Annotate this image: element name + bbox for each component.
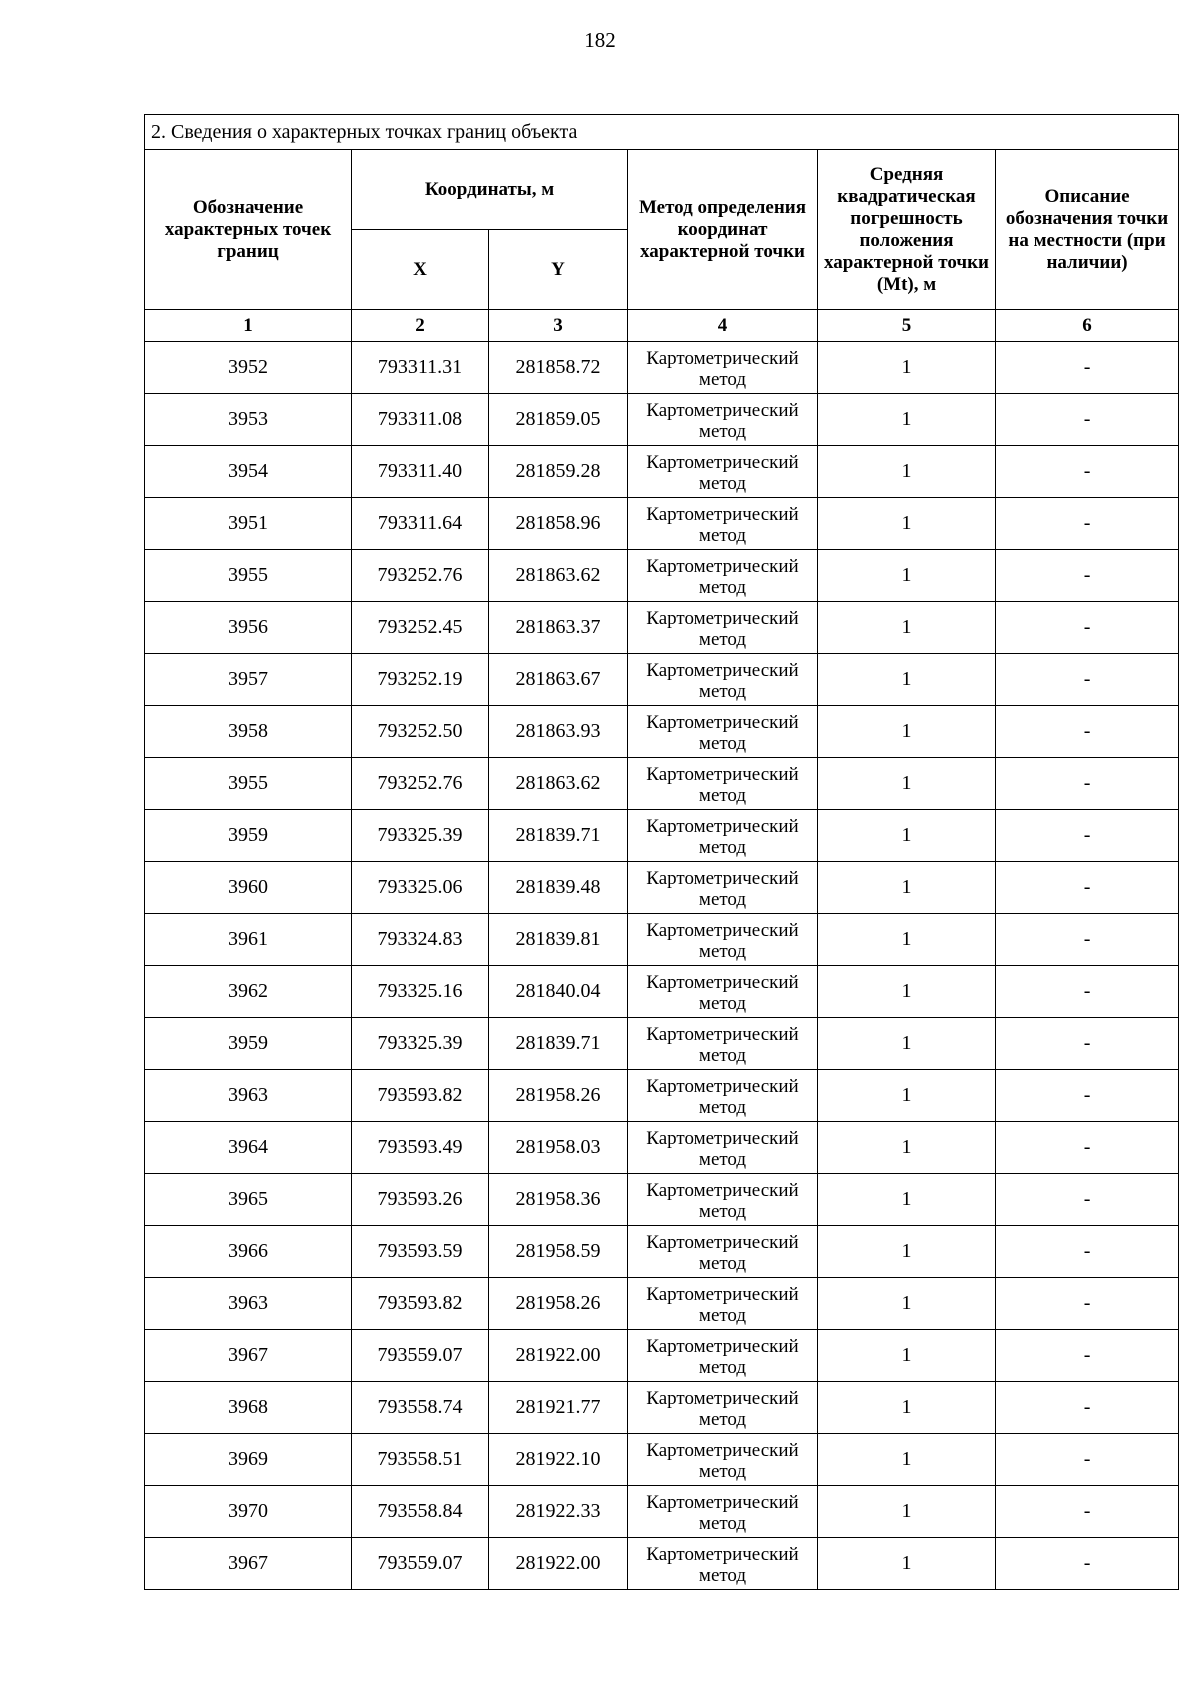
point-cell: 3959: [145, 810, 352, 862]
y-coordinate-cell: 281958.59: [489, 1226, 628, 1278]
table-row: [145, 446, 1179, 498]
header-y: Y: [489, 230, 628, 310]
description-cell: -: [996, 498, 1179, 550]
description-cell: -: [996, 602, 1179, 654]
error-cell: 1: [818, 706, 996, 758]
description-cell: -: [996, 1382, 1179, 1434]
y-coordinate-cell: 281958.26: [489, 1278, 628, 1330]
point-cell: 3967: [145, 1330, 352, 1382]
point-cell: 3969: [145, 1434, 352, 1486]
description-cell: -: [996, 1434, 1179, 1486]
x-coordinate-cell: 793593.82: [352, 1070, 489, 1122]
table-body: [145, 342, 1179, 1590]
header-point-designation: Обозначение характерных точек границ: [145, 150, 352, 310]
point-cell: 3963: [145, 1070, 352, 1122]
description-cell: -: [996, 1226, 1179, 1278]
x-coordinate-cell: 793252.45: [352, 602, 489, 654]
point-cell: 3961: [145, 914, 352, 966]
description-cell: -: [996, 1018, 1179, 1070]
x-coordinate-cell: 793325.39: [352, 1018, 489, 1070]
point-cell: 3952: [145, 342, 352, 394]
table-row: [145, 810, 1179, 862]
point-cell: 3956: [145, 602, 352, 654]
table-row: [145, 1382, 1179, 1434]
y-coordinate-cell: 281863.62: [489, 758, 628, 810]
point-cell: 3967: [145, 1538, 352, 1590]
point-cell: 3957: [145, 654, 352, 706]
method-cell: Картометрический метод: [628, 1174, 818, 1226]
y-coordinate-cell: 281958.26: [489, 1070, 628, 1122]
x-coordinate-cell: 793311.64: [352, 498, 489, 550]
table-row: [145, 1278, 1179, 1330]
table-row: [145, 1538, 1179, 1590]
method-cell: Картометрический метод: [628, 654, 818, 706]
x-coordinate-cell: 793558.74: [352, 1382, 489, 1434]
y-coordinate-cell: 281922.00: [489, 1330, 628, 1382]
error-cell: 1: [818, 550, 996, 602]
description-cell: -: [996, 654, 1179, 706]
description-cell: -: [996, 862, 1179, 914]
method-cell: Картометрический метод: [628, 602, 818, 654]
point-cell: 3966: [145, 1226, 352, 1278]
point-cell: 3963: [145, 1278, 352, 1330]
method-cell: Картометрический метод: [628, 1122, 818, 1174]
y-coordinate-cell: 281958.03: [489, 1122, 628, 1174]
table-row: [145, 654, 1179, 706]
method-cell: Картометрический метод: [628, 1434, 818, 1486]
column-number: 6: [996, 310, 1179, 342]
error-cell: 1: [818, 1486, 996, 1538]
table-row: [145, 498, 1179, 550]
method-cell: Картометрический метод: [628, 1538, 818, 1590]
method-cell: Картометрический метод: [628, 810, 818, 862]
error-cell: 1: [818, 1070, 996, 1122]
y-coordinate-cell: 281863.67: [489, 654, 628, 706]
error-cell: 1: [818, 810, 996, 862]
table-row: [145, 966, 1179, 1018]
column-number: 5: [818, 310, 996, 342]
point-cell: 3954: [145, 446, 352, 498]
description-cell: -: [996, 446, 1179, 498]
table-row: [145, 1486, 1179, 1538]
table-row: [145, 758, 1179, 810]
description-cell: -: [996, 1174, 1179, 1226]
table-row: [145, 1018, 1179, 1070]
x-coordinate-cell: 793311.08: [352, 394, 489, 446]
x-coordinate-cell: 793311.31: [352, 342, 489, 394]
column-number: 1: [145, 310, 352, 342]
y-coordinate-cell: 281839.81: [489, 914, 628, 966]
description-cell: -: [996, 1486, 1179, 1538]
error-cell: 1: [818, 1174, 996, 1226]
y-coordinate-cell: 281863.37: [489, 602, 628, 654]
header-error: Средняя квадратическая погрешность положения характерной точки (Mt), м: [818, 150, 996, 310]
y-coordinate-cell: 281922.00: [489, 1538, 628, 1590]
x-coordinate-cell: 793593.59: [352, 1226, 489, 1278]
method-cell: Картометрический метод: [628, 1018, 818, 1070]
method-cell: Картометрический метод: [628, 1486, 818, 1538]
x-coordinate-cell: 793325.39: [352, 810, 489, 862]
method-cell: Картометрический метод: [628, 446, 818, 498]
section-title: 2. Сведения о характерных точках границ объекта: [145, 115, 1179, 150]
x-coordinate-cell: 793325.16: [352, 966, 489, 1018]
error-cell: 1: [818, 1278, 996, 1330]
y-coordinate-cell: 281839.48: [489, 862, 628, 914]
column-number: 3: [489, 310, 628, 342]
table-row: [145, 1434, 1179, 1486]
point-cell: 3959: [145, 1018, 352, 1070]
method-cell: Картометрический метод: [628, 1070, 818, 1122]
point-cell: 3955: [145, 550, 352, 602]
description-cell: -: [996, 966, 1179, 1018]
description-cell: -: [996, 1330, 1179, 1382]
table-row: [145, 1122, 1179, 1174]
method-cell: Картометрический метод: [628, 1278, 818, 1330]
point-cell: 3958: [145, 706, 352, 758]
table-row: [145, 706, 1179, 758]
method-cell: Картометрический метод: [628, 550, 818, 602]
error-cell: 1: [818, 1018, 996, 1070]
x-coordinate-cell: 793559.07: [352, 1330, 489, 1382]
point-cell: 3962: [145, 966, 352, 1018]
table-row: [145, 1330, 1179, 1382]
method-cell: Картометрический метод: [628, 758, 818, 810]
header-method: Метод определения координат характерной точки: [628, 150, 818, 310]
table-row: [145, 342, 1179, 394]
y-coordinate-cell: 281921.77: [489, 1382, 628, 1434]
x-coordinate-cell: 793559.07: [352, 1538, 489, 1590]
y-coordinate-cell: 281839.71: [489, 810, 628, 862]
error-cell: 1: [818, 1434, 996, 1486]
y-coordinate-cell: 281863.93: [489, 706, 628, 758]
method-cell: Картометрический метод: [628, 966, 818, 1018]
x-coordinate-cell: 793325.06: [352, 862, 489, 914]
description-cell: -: [996, 706, 1179, 758]
x-coordinate-cell: 793593.26: [352, 1174, 489, 1226]
error-cell: 1: [818, 342, 996, 394]
x-coordinate-cell: 793252.19: [352, 654, 489, 706]
x-coordinate-cell: 793252.76: [352, 758, 489, 810]
method-cell: Картометрический метод: [628, 1330, 818, 1382]
point-cell: 3953: [145, 394, 352, 446]
column-number: 2: [352, 310, 489, 342]
description-cell: -: [996, 1070, 1179, 1122]
description-cell: -: [996, 1122, 1179, 1174]
y-coordinate-cell: 281858.96: [489, 498, 628, 550]
x-coordinate-cell: 793558.84: [352, 1486, 489, 1538]
point-cell: 3968: [145, 1382, 352, 1434]
column-number: 4: [628, 310, 818, 342]
y-coordinate-cell: 281840.04: [489, 966, 628, 1018]
y-coordinate-cell: 281863.62: [489, 550, 628, 602]
point-cell: 3970: [145, 1486, 352, 1538]
description-cell: -: [996, 1538, 1179, 1590]
point-cell: 3951: [145, 498, 352, 550]
table-row: [145, 914, 1179, 966]
x-coordinate-cell: 793324.83: [352, 914, 489, 966]
description-cell: -: [996, 342, 1179, 394]
point-cell: 3965: [145, 1174, 352, 1226]
method-cell: Картометрический метод: [628, 498, 818, 550]
method-cell: Картометрический метод: [628, 1226, 818, 1278]
header-description: Описание обозначения точки на местности (при наличии): [996, 150, 1179, 310]
method-cell: Картометрический метод: [628, 914, 818, 966]
header-coordinates: Координаты, м: [352, 150, 628, 230]
x-coordinate-cell: 793252.76: [352, 550, 489, 602]
table-row: [145, 550, 1179, 602]
x-coordinate-cell: 793252.50: [352, 706, 489, 758]
method-cell: Картометрический метод: [628, 394, 818, 446]
x-coordinate-cell: 793593.49: [352, 1122, 489, 1174]
point-cell: 3955: [145, 758, 352, 810]
method-cell: Картометрический метод: [628, 342, 818, 394]
method-cell: Картометрический метод: [628, 706, 818, 758]
y-coordinate-cell: 281922.33: [489, 1486, 628, 1538]
error-cell: 1: [818, 1122, 996, 1174]
description-cell: -: [996, 1278, 1179, 1330]
y-coordinate-cell: 281859.28: [489, 446, 628, 498]
error-cell: 1: [818, 758, 996, 810]
error-cell: 1: [818, 1330, 996, 1382]
description-cell: -: [996, 550, 1179, 602]
error-cell: 1: [818, 498, 996, 550]
error-cell: 1: [818, 1382, 996, 1434]
error-cell: 1: [818, 966, 996, 1018]
error-cell: 1: [818, 602, 996, 654]
method-cell: Картометрический метод: [628, 862, 818, 914]
x-coordinate-cell: 793593.82: [352, 1278, 489, 1330]
table-row: [145, 1174, 1179, 1226]
error-cell: 1: [818, 654, 996, 706]
y-coordinate-cell: 281922.10: [489, 1434, 628, 1486]
page-number: 182: [584, 28, 616, 52]
point-cell: 3960: [145, 862, 352, 914]
y-coordinate-cell: 281859.05: [489, 394, 628, 446]
y-coordinate-cell: 281839.71: [489, 1018, 628, 1070]
header-x: X: [352, 230, 489, 310]
y-coordinate-cell: 281858.72: [489, 342, 628, 394]
description-cell: -: [996, 810, 1179, 862]
column-numbers-row: [145, 310, 1179, 342]
description-cell: -: [996, 914, 1179, 966]
table-row: [145, 602, 1179, 654]
y-coordinate-cell: 281958.36: [489, 1174, 628, 1226]
table-row: [145, 862, 1179, 914]
description-cell: -: [996, 758, 1179, 810]
x-coordinate-cell: 793311.40: [352, 446, 489, 498]
point-cell: 3964: [145, 1122, 352, 1174]
description-cell: -: [996, 394, 1179, 446]
error-cell: 1: [818, 914, 996, 966]
x-coordinate-cell: 793558.51: [352, 1434, 489, 1486]
table-row: [145, 1226, 1179, 1278]
error-cell: 1: [818, 1538, 996, 1590]
error-cell: 1: [818, 862, 996, 914]
error-cell: 1: [818, 1226, 996, 1278]
error-cell: 1: [818, 446, 996, 498]
method-cell: Картометрический метод: [628, 1382, 818, 1434]
table-row: [145, 1070, 1179, 1122]
boundary-points-table: [144, 114, 1179, 1590]
error-cell: 1: [818, 394, 996, 446]
table-row: [145, 394, 1179, 446]
